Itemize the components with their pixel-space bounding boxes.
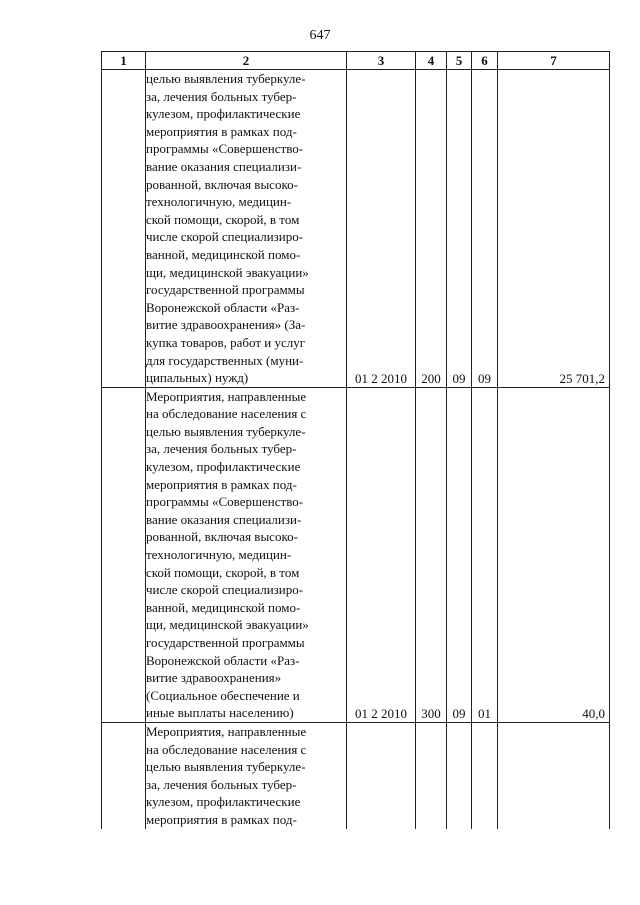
description-line: Воронежской области «Раз- — [146, 652, 300, 668]
description-line: технологичную, медицин- — [146, 194, 292, 210]
page-number: 647 — [309, 28, 331, 43]
column-header-6: 6 — [472, 52, 498, 70]
description-line: Мероприятия, направленные — [146, 723, 307, 739]
description-line: ванной, медицинской помо- — [146, 246, 301, 262]
cell-col4: 200 — [416, 70, 447, 388]
description-line: для государственных (муни- — [146, 352, 304, 368]
description-line: ципальных) нужд) — [146, 370, 249, 386]
description-line: за, лечения больных тубер- — [146, 441, 297, 457]
description-line: витие здравоохранения» — [146, 670, 282, 686]
description-line: программы «Совершенство- — [146, 494, 304, 510]
description-line: ской помощи, скорой, в том — [146, 211, 300, 227]
cell-col5 — [447, 722, 472, 828]
cell-col7: 40,0 — [498, 387, 610, 722]
column-header-5: 5 — [447, 52, 472, 70]
description-line: за, лечения больных тубер- — [146, 776, 297, 792]
cell-col1 — [102, 70, 146, 388]
description-line: целью выявления туберкуле- — [146, 71, 306, 86]
table-row — [102, 722, 610, 828]
column-header-3: 3 — [347, 52, 416, 70]
cell-description — [146, 70, 347, 388]
description-line: рованной, включая высоко- — [146, 529, 298, 545]
column-header-7: 7 — [498, 52, 610, 70]
cell-col7: 25 701,2 — [498, 70, 610, 388]
cell-description — [146, 387, 347, 722]
description-line: технологичную, медицин- — [146, 547, 292, 563]
description-line: щи, медицинской эвакуации» — [146, 264, 309, 280]
table-row — [102, 387, 610, 722]
description-line: витие здравоохранения» (За- — [146, 317, 306, 333]
description-line: мероприятия в рамках под- — [146, 123, 297, 139]
cell-col1 — [102, 387, 146, 722]
description-line: за, лечения больных тубер- — [146, 88, 297, 104]
description-line: рованной, включая высоко- — [146, 176, 298, 192]
header-row — [102, 52, 610, 70]
description-line: кулезом, профилактические — [146, 106, 301, 122]
cell-col7 — [498, 722, 610, 828]
description-line: кулезом, профилактические — [146, 459, 301, 475]
cell-col4 — [416, 722, 447, 828]
description-line: на обследование населения с — [146, 741, 307, 757]
description-line: ванной, медицинской помо- — [146, 599, 301, 615]
cell-col6: 01 — [472, 387, 498, 722]
cell-col3 — [347, 722, 416, 828]
description-line: числе скорой специализиро- — [146, 229, 304, 245]
budget-table — [101, 51, 610, 829]
table-row — [102, 70, 610, 388]
description-line: щи, медицинской эвакуации» — [146, 617, 309, 633]
description-line: вание оказания специализи- — [146, 158, 302, 174]
cell-col3: 01 2 2010 — [347, 70, 416, 388]
description-line: иные выплаты населению) — [146, 705, 294, 721]
description-line: государственной программы — [146, 282, 305, 298]
description-line: государственной программы — [146, 635, 305, 650]
column-header-1: 1 — [102, 52, 146, 70]
description-line: числе скорой специализиро- — [146, 582, 304, 598]
description-line: Мероприятия, направленные — [146, 388, 307, 404]
cell-col1 — [102, 722, 146, 828]
column-header-2: 2 — [146, 52, 347, 70]
description-line: программы «Совершенство- — [146, 141, 304, 157]
cell-col3: 01 2 2010 — [347, 387, 416, 722]
cell-col5: 09 — [447, 70, 472, 388]
description-line: целью выявления туберкуле- — [146, 759, 306, 775]
description-line: мероприятия в рамках под- — [146, 811, 297, 827]
description-line: Воронежской области «Раз- — [146, 299, 300, 315]
cell-col4: 300 — [416, 387, 447, 722]
cell-col6 — [472, 722, 498, 828]
cell-col6: 09 — [472, 70, 498, 388]
description-line: мероприятия в рамках под- — [146, 476, 297, 492]
description-line: на обследование населения с — [146, 406, 307, 422]
description-line: кулезом, профилактические — [146, 794, 301, 810]
cell-col5: 09 — [447, 387, 472, 722]
description-line: ской помощи, скорой, в том — [146, 564, 300, 580]
cell-description — [146, 722, 347, 828]
description-line: вание оказания специализи- — [146, 511, 302, 527]
column-header-4: 4 — [416, 52, 447, 70]
description-line: целью выявления туберкуле- — [146, 423, 306, 439]
description-line: (Социальное обеспечение и — [146, 687, 300, 703]
description-line: купка товаров, работ и услуг — [146, 334, 306, 350]
